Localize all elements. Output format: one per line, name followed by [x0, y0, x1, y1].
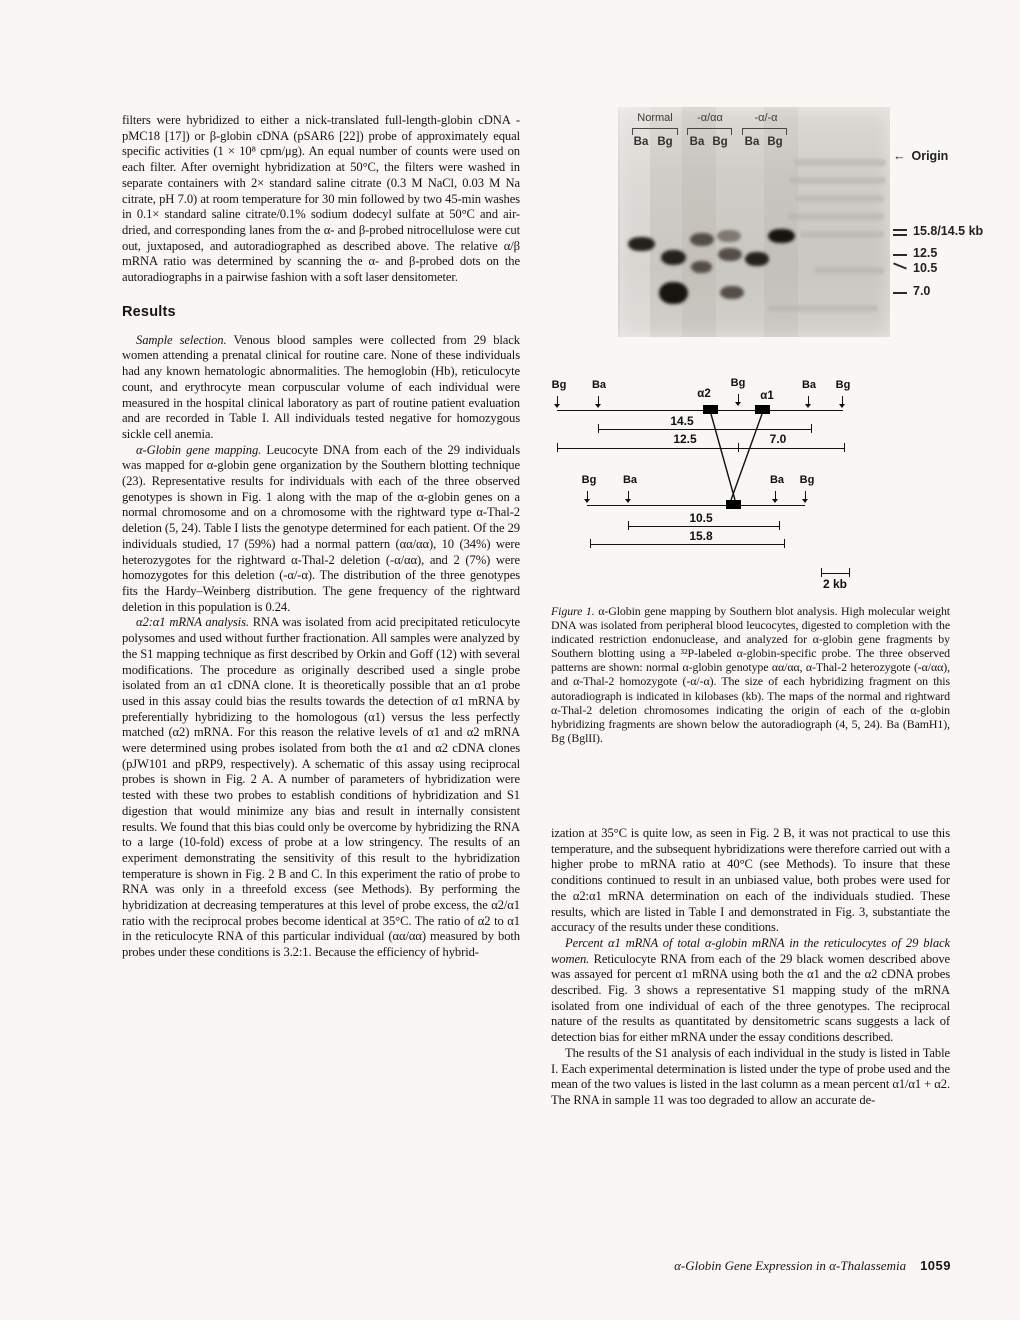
lane-label-ba: Ba — [633, 136, 649, 148]
restriction-site-arrow — [805, 491, 806, 499]
paragraph-lead: α-Globin gene mapping. — [136, 442, 262, 457]
deletion-chromosome-line — [587, 505, 805, 506]
band-normal-ba-14.5 — [628, 237, 655, 251]
paragraph-lead: α2:α1 mRNA analysis. — [136, 615, 249, 630]
size-marker-7.0: 7.0 — [913, 284, 931, 298]
site-label-bg: Bg — [551, 379, 567, 391]
size-marker-10.5: 10.5 — [913, 261, 938, 275]
lane-label-ba: Ba — [744, 136, 760, 148]
gene-label-alpha1: α1 — [760, 390, 774, 402]
autoradiograph-photo — [618, 107, 890, 337]
site-label-ba: Ba — [622, 474, 638, 486]
paragraph-lead: Sample selection. — [136, 332, 227, 347]
size-tick — [893, 229, 907, 231]
figure-1-autoradiograph — [551, 105, 984, 341]
lane-group-bracket — [632, 128, 678, 135]
caption-text: α-Globin gene mapping by Southern blot analysis. High molecular weight DNA was isolated from peripheral blood leucocytes, digested to completion with the indicated restriction endonuclease, and analyzed for α-globin gene fragments by Southern blotting using a ³²P-labeled α-globin-specific probe. The three observed patterns are shown: normal α-globin genotype αα/αα, α-Thal-2 heterozygote (-α/αα), and α-Thal-2 homozygote (-α/-α). The size of each hybridizing fragment on this autoradiograph is indicated in kilobases (kb). The maps of the normal and rightward α-Thal-2 deletion chromosomes indicating the origin of each of the α-globin hybridizing fragments are shown below the autoradiograph (4, 5, 24). Ba (BamH1), Bg (BglII). — [551, 604, 950, 745]
size-tick — [893, 292, 907, 294]
page-number: 1059 — [920, 1258, 951, 1273]
paragraph-hybridization-conditions — [551, 826, 950, 936]
paragraph-mrna-analysis — [122, 615, 520, 960]
lane-group-bracket — [742, 128, 787, 135]
figure-1-caption — [551, 604, 950, 745]
band-normal-bg-7.0 — [659, 282, 688, 304]
size-marker-12.5: 12.5 — [913, 246, 938, 260]
lane-label-bg: Bg — [712, 136, 728, 148]
size-tick — [893, 254, 907, 256]
caption-lead: Figure 1. — [551, 604, 595, 618]
origin-label: Origin — [911, 149, 949, 163]
restriction-site-arrow — [775, 491, 776, 499]
fragment-label-10.5: 10.5 — [689, 511, 713, 525]
paragraph-gene-mapping — [122, 443, 520, 616]
left-arrow-icon: ← — [893, 149, 906, 163]
lane-group-bracket — [687, 128, 732, 135]
group-label-normal: Normal — [637, 112, 673, 124]
lane-label-bg: Bg — [657, 136, 673, 148]
gene-label-alpha2: α2 — [697, 388, 711, 400]
paragraph-lead: Percent α1 mRNA of total α-globin mRNA in the reticulocytes of 29 black women. — [551, 935, 950, 966]
site-label-bg: Bg — [835, 379, 851, 391]
site-label-bg: Bg — [581, 474, 597, 486]
fragment-bar-15.8 — [590, 539, 785, 548]
site-label-bg: Bg — [799, 474, 815, 486]
site-label-ba: Ba — [591, 379, 607, 391]
restriction-site-arrow — [628, 491, 629, 499]
results-heading: Results — [122, 303, 176, 320]
paragraph-text: Venous blood samples were collected from 29 black women attending a prenatal clinical for routine care. None of these individuals had any known hematologic abnormalities. The hemoglobin (Hb), reticulocyte count, and erythrocyte mean corpuscular volume of each individual were measured in the hospital clinical laboratory as part of routine patient evaluation and are recorded in Table I. All individuals tested negative for homozygous sickle cell anemia. — [122, 332, 520, 441]
bleedthrough-texture — [814, 267, 884, 274]
paragraph-text: RNA was isolated from acid precipitated reticulocyte polysomes and used without further fractionation. All samples were analyzed by the S1 mapping technique as first described by Orkin and Goff (12) with several modifications. The procedure as originally described used a single probe isolated from an α1 cDNA clone. It is theoretically possible that an α1 probe used in this assay could bias the results towards the detection of α1 mRNA by preferentially hybridizing to the homologous (α1) versus the less perfectly matched (α2) mRNA. For this reason the relative levels of α1 and α2 mRNA were determined using probes isolated from both the α1 and α2 cDNA clones (pJW101 and pRP9, respectively). A schematic of this assay using reciprocal probes is shown in Fig. 2 A. A number of parameters of hybridization were tested with these two probes to establish conditions of hybridization and S1 digestion that would minimize any bias and result in internally consistent results. We found that this bias could only be overcome by hybridizing the RNA to a large (10-fold) excess of probe at a low stringency. The results of an experiment demonstrating the sensitivity of this result to the hybridization temperature is shown in Fig. 2 B and C. In this experiment the ratio of probe to RNA was only in a threefold excess (see Methods). By performing the hybridization at decreasing temperatures at this level of probe excess, the α2/α1 ratio with the reciprocal probes become identical at 35°C. The ratio of α2 to α1 in the reticulocyte RNA of this particular individual (αα/αα) measured by both probes under these conditions is 3.2:1. Because the efficiency of hybrid- — [122, 615, 520, 960]
origin-row — [893, 149, 948, 163]
paragraph-text: Reticulocyte RNA from each of the 29 black women described above was assayed for percent α1 mRNA using both the α1 and the α2 cDNA probes described. Fig. 3 shows a representative S1 mapping study of the mRNA isolated from one individual of each of the three genotypes. The reciprocal nature of the results as quantitated by densitometric scans suggests a lack of detection bias for either mRNA under the essay conditions described. — [551, 951, 950, 1045]
deletion-connector-lines — [551, 375, 981, 605]
band-het-bg-7.0 — [720, 286, 744, 299]
fragment-label-15.8: 15.8 — [689, 529, 713, 543]
band-normal-bg-12.5 — [661, 250, 686, 265]
size-marker-15.8-14.5: 15.8/14.5 kb — [913, 224, 984, 238]
bleedthrough-texture — [794, 159, 886, 166]
figure-1-gene-map — [551, 375, 981, 605]
paragraph-text: Leucocyte DNA from each of the 29 individuals was mapped for α-globin gene organization by the Southern blotting technique (23). Representative results for individuals with each of the three observed genotypes is shown in Fig. 1 along with the map of the α-globin genes on a normal chromosome and on a chromosome with the rightward type α-Thal-2 deletion (5, 24). Table I lists the genotype determined for each patient. Of the 29 individuals studied, 17 (59%) had a normal pattern (αα/αα), 10 (34%) were heterozygotes for the rightward α-Thal-2 deletion (-α/αα), and 2 (7%) were homozygotes for this deletion (-α/-α). The distribution of the three genotypes fits the Hardy–Weinberg distribution. The gene frequency of the rightward deletion in this population is 0.24. — [122, 442, 520, 614]
bleedthrough-texture — [800, 231, 884, 238]
band-homo-bg-15.8 — [768, 229, 795, 243]
paragraph-sample-selection — [122, 333, 520, 443]
left-column — [122, 113, 520, 961]
running-title: α-Globin Gene Expression in α-Thalassemia — [674, 1258, 907, 1273]
scale-bar — [821, 568, 850, 577]
group-label-homozygote: -α/-α — [754, 112, 778, 124]
site-label-bg: Bg — [730, 377, 746, 389]
size-tick — [893, 234, 907, 236]
bleedthrough-texture — [788, 213, 884, 220]
group-label-heterozygote: -α/αα — [697, 112, 723, 124]
page-footer — [551, 1258, 951, 1274]
paragraph-text: ization at 35°C is quite low, as seen in Fig. 2 B, it was not practical to use this temperature, and the subsequent hybridizations were therefore carried out with a higher probe to mRNA ratio at 40°C (see Methods). To insure that these conditions continued to result in an unbiased value, both probes were used for the α2:α1 mRNA determination on each of the individuals studied. These results, which are listed in Table I and demonstrated in Fig. 3, substantiate the accuracy of the results under these conditions. — [551, 826, 950, 935]
bleedthrough-texture — [796, 195, 884, 202]
band-homo-ba-10.5 — [745, 252, 769, 266]
paragraph-text: The results of the S1 analysis of each individual in the study is listed in Table I. Each experimental determination is listed under the type of probe used and the mean of the two values is listed in the last column as a mean percent α1/α1 + α2. The RNA in sample 11 was too degraded to allow an accurate de- — [551, 1045, 950, 1107]
fragment-label-7.0: 7.0 — [769, 432, 787, 446]
band-het-bg-12.5 — [718, 248, 742, 261]
fragment-label-14.5: 14.5 — [670, 414, 694, 428]
fused-alpha-gene-box — [726, 500, 741, 509]
right-column — [551, 826, 950, 1109]
lane-label-bg: Bg — [767, 136, 783, 148]
paragraph-percent-a1-mrna — [551, 936, 950, 1046]
site-label-ba: Ba — [769, 474, 785, 486]
scale-label: 2 kb — [822, 577, 848, 591]
paragraph-s1-results — [551, 1046, 950, 1109]
bleedthrough-texture — [790, 177, 886, 184]
lane-label-ba: Ba — [689, 136, 705, 148]
site-label-ba: Ba — [801, 379, 817, 391]
size-tick-slanted — [893, 262, 907, 269]
bleedthrough-texture — [768, 305, 878, 312]
fragment-label-12.5: 12.5 — [673, 432, 697, 446]
band-het-ba-10.5 — [691, 261, 712, 273]
methods-paragraph: filters were hybridized to either a nick-translated full-length-globin cDNA -pMC18 [17]) or β-globin cDNA (pSAR6 [22]) probe of approximately equal specific activities (1 × 10⁸ cpm/μg). An equal number of counts were used on each filter. After overnight hybridization at 50°C, the filters were washed in separate containers with 2× standard saline citrate (0.3 M NaCl, 0.03 M Na citrate, pH 7.0) at room temperature for 30 min followed by two 45-min washes in 0.1× standard saline citrate/0.1% sodium dodecyl sulfate at 50°C and air-dried, and corresponding lanes from the α- and β-probed nitrocellulose were cut out, juxtaposed, and autoradiographed as described above. The relative α/β mRNA ratio was determined by scanning the α- and β-probed dots on the autoradiographs in a pairwise fashion with a soft laser densitometer. — [122, 113, 520, 285]
band-het-ba-14.5 — [690, 233, 714, 246]
restriction-site-arrow — [587, 491, 588, 499]
band-het-bg-15.8 — [717, 230, 741, 242]
caption-paragraph — [551, 604, 950, 745]
